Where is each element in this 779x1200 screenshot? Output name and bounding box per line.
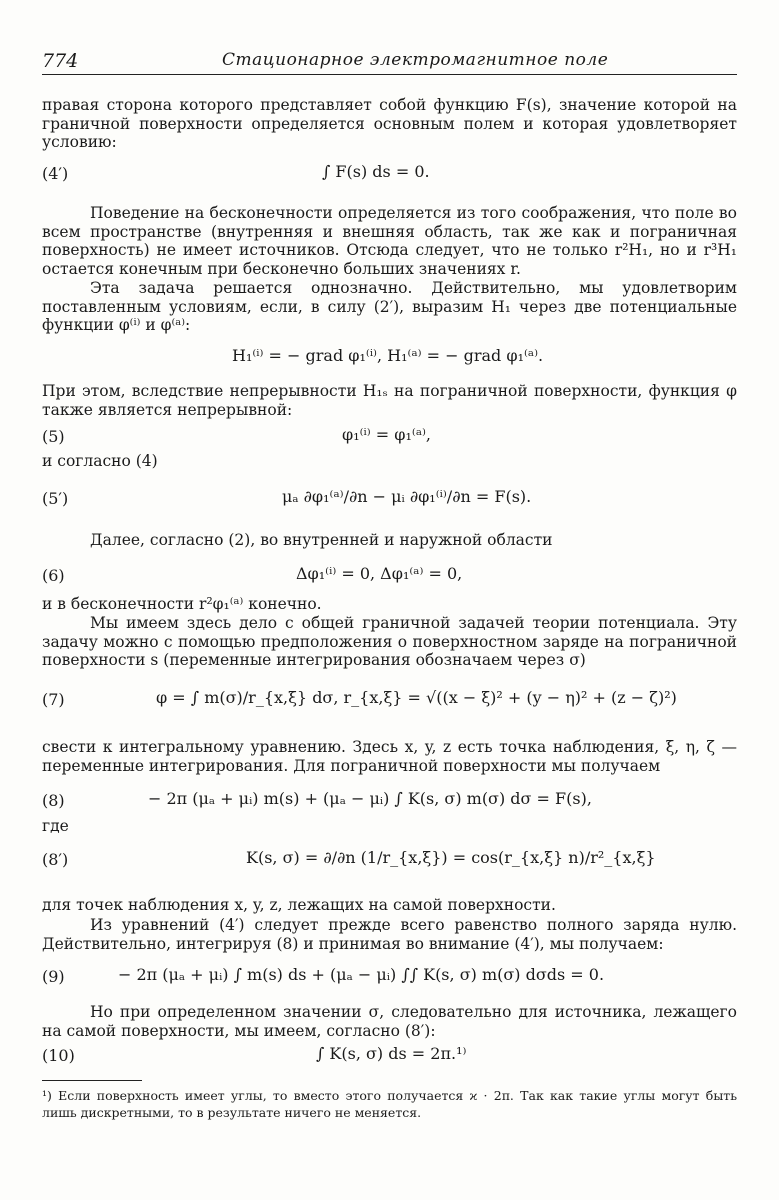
equation-label-10: (10) [42, 1046, 75, 1065]
footnote-rule [42, 1080, 142, 1081]
paragraph-12: Из уравнений (4′) следует прежде всего равенство полного заряда нулю. Действительно, интегрируя (8) и принимая во внимание (4′), мы получаем: [42, 916, 737, 953]
running-title: Стационарное электромагнитное поле [222, 50, 609, 70]
running-header [42, 46, 737, 76]
equation-label-4p: (4′) [42, 164, 69, 183]
footnote: ¹) Если поверхность имеет углы, то вместо этого получается ϰ · 2π. Так как такие углы могут быть лишь дискретными, то в результате ничего не меняется. [42, 1088, 737, 1120]
equation-grad: H₁⁽ⁱ⁾ = − grad φ₁⁽ⁱ⁾, H₁⁽ᵃ⁾ = − grad φ₁⁽ᵃ⁾. [232, 346, 544, 365]
equation-6: Δφ₁⁽ⁱ⁾ = 0, Δφ₁⁽ᵃ⁾ = 0, [296, 564, 463, 583]
equation-label-6: (6) [42, 566, 65, 585]
equation-4p: ∫ F(s) ds = 0. [322, 162, 430, 181]
paragraph-13: Но при определенном значении σ, следовательно для источника, лежащего на самой поверхности, мы имеем, согласно (8′): [42, 1003, 737, 1040]
equation-label-5: (5) [42, 427, 65, 446]
equation-10: ∫ K(s, σ) ds = 2π.¹⁾ [316, 1044, 467, 1063]
paragraph-11: для точек наблюдения x, y, z, лежащих на самой поверхности. [42, 896, 556, 914]
equation-5p: μₐ ∂φ₁⁽ᵃ⁾/∂n − μᵢ ∂φ₁⁽ⁱ⁾/∂n = F(s). [282, 487, 532, 506]
equation-5: φ₁⁽ⁱ⁾ = φ₁⁽ᵃ⁾, [342, 425, 432, 444]
paragraph-4: При этом, вследствие непрерывности H₁ₛ на пограничной поверхности, функция φ также является непрерывной: [42, 382, 737, 419]
paragraph-8: Мы имеем здесь дело с общей граничной задачей теории потенциала. Эту задачу можно с помощью предположения о поверхностном заряде на пограничной поверхности s (переменные интегрирования обозначаем через σ) [42, 614, 737, 669]
paragraph-9: свести к интегральному уравнению. Здесь x, y, z есть точка наблюдения, ξ, η, ζ — переменные интегрирования. Для пограничной поверхности мы получаем [42, 738, 737, 775]
paragraph-1: правая сторона которого представляет собой функцию F(s), значение которой на граничной поверхности определяется основным полем и которая удовлетворяет условию: [42, 96, 737, 151]
paragraph-10: где [42, 817, 69, 835]
paragraph-7: и в бесконечности r²φ₁⁽ᵃ⁾ конечно. [42, 595, 322, 613]
page-number: 774 [42, 50, 79, 72]
equation-label-5p: (5′) [42, 489, 69, 508]
paragraph-3: Эта задача решается однозначно. Действительно, мы удовлетворим поставленным условиям, если, в силу (2′), выразим H₁ через две потенциальные функции φ⁽ⁱ⁾ и φ⁽ᵃ⁾: [42, 279, 737, 334]
equation-8p: K(s, σ) = ∂/∂n (1/r_{x,ξ}) = cos(r_{x,ξ} n)/r²_{x,ξ} [246, 848, 656, 867]
equation-label-8: (8) [42, 791, 65, 810]
paragraph-6: Далее, согласно (2), во внутренней и наружной области [90, 531, 553, 549]
equation-label-9: (9) [42, 967, 65, 986]
paragraph-5: и согласно (4) [42, 452, 158, 470]
equation-8: − 2π (μₐ + μᵢ) m(s) + (μₐ − μᵢ) ∫ K(s, σ) m(σ) dσ = F(s), [148, 789, 592, 808]
equation-9: − 2π (μₐ + μᵢ) ∫ m(s) ds + (μₐ − μᵢ) ∫∫ K(s, σ) m(σ) dσds = 0. [118, 965, 605, 984]
header-rule [42, 74, 737, 75]
equation-label-8p: (8′) [42, 850, 69, 869]
equation-7: φ = ∫ m(σ)/r_{x,ξ} dσ, r_{x,ξ} = √((x − ξ)² + (y − η)² + (z − ζ)²) [156, 688, 677, 707]
paragraph-2: Поведение на бесконечности определяется из того соображения, что поле во всем пространстве (внутренняя и внешняя область, так же как и пограничная поверхность) не имеет источников. Отсюда следует, что не только r²H₁, но и r³H₁ остается конечным при бесконечно больших значениях r. [42, 204, 737, 278]
equation-label-7: (7) [42, 690, 65, 709]
